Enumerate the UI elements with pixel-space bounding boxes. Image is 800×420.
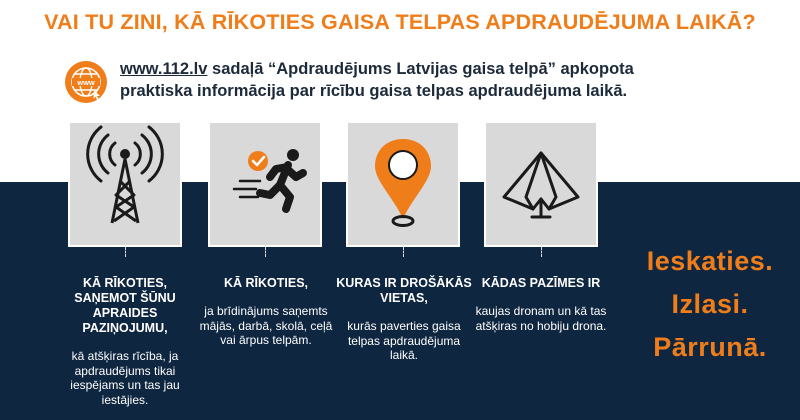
intro-line-1: sadaļā “Apdraudējums Latvijas gaisa telpā” apkopota — [207, 60, 634, 78]
connector-line — [265, 247, 266, 257]
radio-tower-icon — [70, 123, 180, 245]
caption-body: kurās paverties gaisa telpas apdraudējuma laikā. — [347, 319, 461, 362]
caption-body: kā atšķiras rīcība, ja apdraudējums tikai iespējams un tas jau iestājies. — [70, 349, 180, 407]
card-cell-broadcast — [68, 121, 182, 247]
page-title: VAI TU ZINI, KĀ RĪKOTIES GAISA TELPAS APDRAUDĒJUMA LAIKĀ? — [44, 10, 756, 34]
caption-heading: KĀ RĪKOTIES, — [223, 276, 309, 290]
connector-line — [403, 247, 404, 257]
caption-heading: KĀ RĪKOTIES, SAŅEMOT ŠŪNU APRAIDES PAZIŅOJUMU, — [74, 276, 176, 335]
caption-body: kaujas dronam un kā tas atšķiras no hobiju drona. — [475, 304, 607, 333]
caption-heading: KĀDAS PAZĪMES IR — [481, 276, 601, 290]
slogan-line: Ieskaties. — [646, 246, 774, 276]
running-person-alert-icon — [210, 123, 320, 245]
location-pin-icon — [348, 123, 458, 245]
slogan-line: Pārrunā. — [653, 332, 767, 362]
caption-heading: KURAS IR DROŠĀKĀS VIETAS, — [336, 276, 472, 305]
connector-line — [541, 247, 542, 257]
www-globe-icon — [64, 60, 108, 104]
caption-what-to-do — [196, 276, 336, 348]
card-safe-places — [346, 121, 460, 247]
slogan-line: Izlasi. — [671, 289, 749, 319]
intro-text — [120, 58, 740, 102]
caption-body: ja brīdinājums saņemts mājās, darbā, skolā, ceļā vai ārpus telpām. — [199, 304, 333, 347]
connector-line — [125, 247, 126, 257]
drone-icon — [486, 123, 596, 245]
caption-safe-places — [334, 276, 474, 363]
card-what-to-do — [208, 121, 322, 247]
website-link[interactable]: www.112.lv — [120, 60, 208, 78]
caption-cell-broadcast — [55, 276, 195, 407]
card-drone-signs — [484, 121, 598, 247]
intro-line-2: praktiska informācija par rīcību gaisa telpas apdraudējuma laikā. — [120, 82, 628, 100]
slogan — [625, 240, 795, 369]
svg-text:www: www — [77, 78, 95, 87]
caption-drone-signs — [471, 276, 611, 333]
